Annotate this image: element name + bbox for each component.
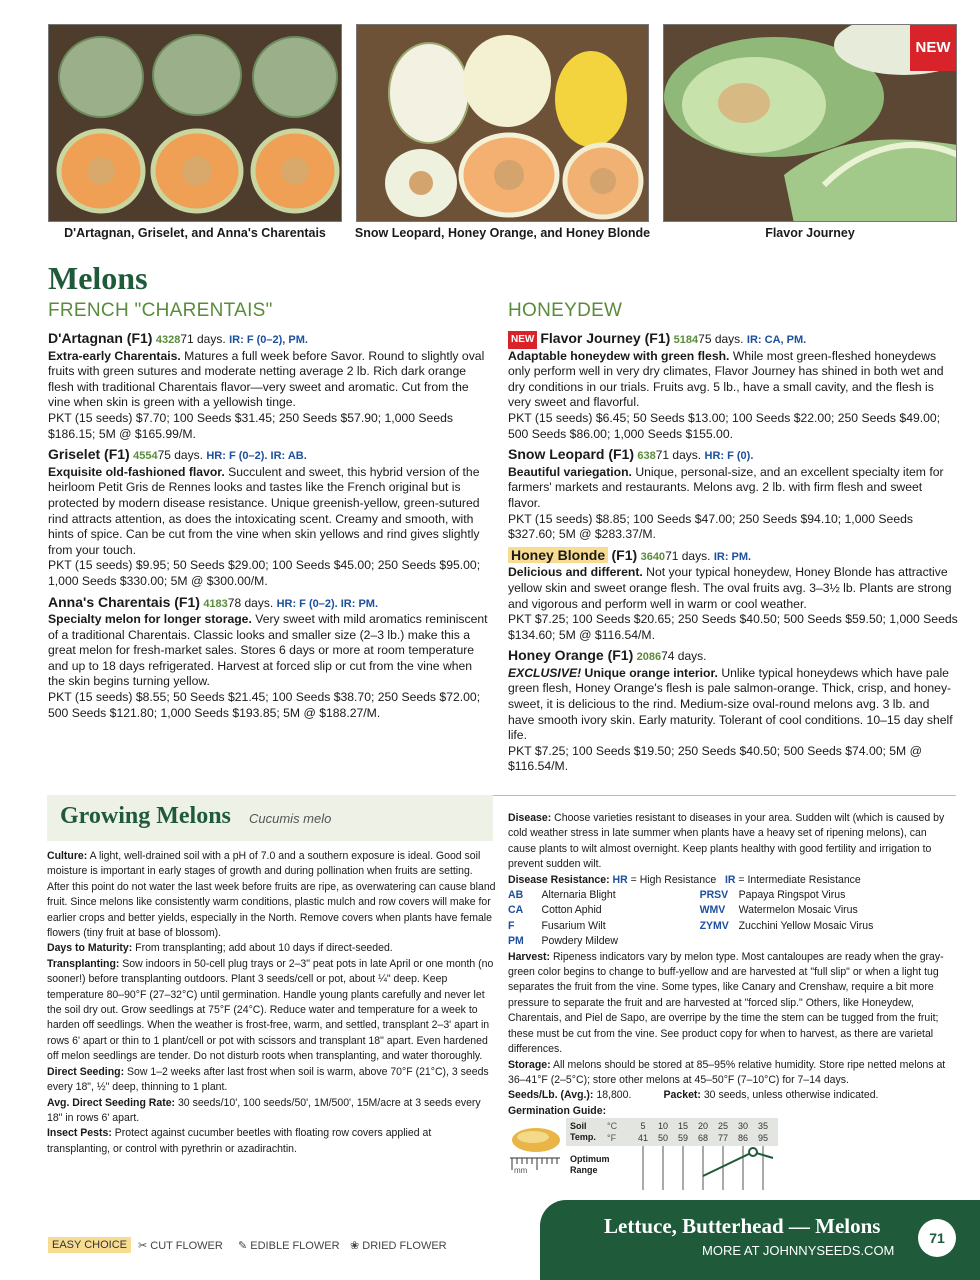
product-snow-leopard: Snow Leopard (F1) 63871 days. HR: F (0). Beautiful variegation. Unique, personal-size, and an excellent specialty item for farmers' markets and restaurants. Melons avg. 2 lb. with firm flesh and sweet flavor. PKT (15 seeds) $8.85; 100 Seeds $47.00; 250 Seeds $94.10; 1,000 Seeds $327.60; 5M @ $283.37/M. <box>508 446 944 542</box>
optimum-range-label: Optimum Range <box>570 1154 610 1175</box>
culture-paragraph: Culture: A light, well-drained soil with a pH of 7.0 and a southern exposure is ideal. Good soil moisture is important in early stages of growth and during pollination when fruits are setting. After this point do not water the last week before fruits are ripe, as overwatering can cause bland fruit. Since melons like consistently warm conditions, plastic mulch and row covers will make for earlier crops and better yields, especially in the North. Remove covers when plants have female flowers (tiny fruit at base of blossom). <box>47 850 496 940</box>
price: PKT $7.25; 100 Seeds $19.50; 250 Seeds $40.50; 500 Seeds $74.00; 5M @ $116.54/M. <box>508 743 922 774</box>
days-paragraph: Days to Maturity: From transplanting; add about 10 days if direct-seeded. <box>47 942 393 955</box>
french-heading: FRENCH "CHARENTAIS" <box>48 300 273 321</box>
price: PKT (15 seeds) $9.95; 50 Seeds $29.00; 100 Seeds $45.00; 250 Seeds $95.00; 1,000 Seeds $330.00; 5M @ $300.00/M. <box>48 558 481 588</box>
product-honey-orange: Honey Orange (F1) 208674 days. EXCLUSIVE! Unique orange interior. Unlike typical honeydews which have pale green flesh, Honey Orange's flesh is pale salmon-orange. Thick, crisp, and honey-sweet, it is delicious to the rind. Medium-size oval-round melons avg. 3 lb. and have smooth ivory skin. Early maturity. Tolerant of cool conditions. 10–15 day shelf life. PKT $7.25; 100 Seeds $19.50; 250 Seeds $40.50; 500 Seeds $74.00; 5M @ $116.54/M. <box>508 647 953 774</box>
edible-flower-icon: ✎ <box>238 1240 248 1252</box>
footer-banner <box>540 1200 980 1280</box>
divider <box>493 795 956 796</box>
growing-left-column <box>47 849 497 1157</box>
honeydew-heading: HONEYDEW <box>508 300 623 321</box>
seeds-packet-line: Seeds/Lb. (Avg.): 18,800. Packet: 30 seeds, unless otherwise indicated. <box>508 1089 879 1102</box>
caption-flavor-journey: Flavor Journey <box>765 226 855 240</box>
footer-title: Lettuce, Butterhead — Melons <box>604 1214 881 1238</box>
legend-dried-flower: ❀ DRIED FLOWER <box>350 1240 447 1252</box>
dried-flower-icon: ❀ <box>350 1240 360 1252</box>
unit-celsius: °C <box>607 1121 618 1131</box>
growing-right-column <box>508 811 954 1119</box>
germination-guide <box>510 1118 778 1194</box>
price: PKT (15 seeds) $6.45; 50 Seeds $13.00; 100 Seeds $22.00; 250 Seeds $49.00; 500 Seeds $86.00; 1,000 Seeds $155.00. <box>508 410 941 441</box>
french-column <box>48 331 488 726</box>
photo-flavor-journey <box>663 24 957 222</box>
page-title: Melons <box>48 260 148 296</box>
scissors-icon: ✂ <box>138 1240 148 1252</box>
disease-paragraph: Disease: Choose varieties resistant to diseases in your area. Sudden wilt (which is caused by cold weather stress in late summer when plants have a heavy set of ripening melons), can cause plants to wilt almost overnight. Keep plants healthy with good fertility and irrigation to prevent sudden wilt. <box>508 812 945 871</box>
celsius-row: 5 10 15 20 25 30 35 <box>640 1121 768 1131</box>
insect-pests-paragraph: Insect Pests: Protect against cucumber beetles with floating row covers applied at transplanting, or control with pyrethrin or azadirachtin. <box>47 1127 432 1155</box>
price: PKT $7.25; 100 Seeds $20.65; 250 Seeds $40.50; 500 Seeds $59.50; 1,000 Seeds $134.60; 5M @ $116.54/M. <box>508 612 958 642</box>
photo-charentais <box>48 24 342 222</box>
growing-title: Growing Melons <box>60 803 231 829</box>
caption-honeydews: Snow Leopard, Honey Orange, and Honey Blonde <box>354 226 651 240</box>
page-number: 71 <box>918 1219 956 1257</box>
fahrenheit-row: 41 50 59 68 77 86 95 <box>637 1133 768 1143</box>
easy-choice-badge: EASY CHOICE <box>48 1237 131 1253</box>
unit-fahrenheit: °F <box>607 1133 617 1143</box>
harvest-paragraph: Harvest: Ripeness indicators vary by melon type. Most cantaloupes are ready when the gray-green color begins to change to buff-yellow and are harvested at "full slip" or when a light tug separates the fruit from the vine. Some types, like Canary and Crenshaw, require a bit more pressure to separate the fruit and are harvested at "forced slip." Others, like Honeydew, Charentais, and Piel de Sapo, are overripe by the time the stem can be tugged from the fruit; these must be cut from the vine. See product copy for when to harvest, as there are varietal differences. <box>508 950 944 1056</box>
footer-website-link[interactable]: MORE AT JOHNNYSEEDS.COM <box>702 1243 895 1258</box>
charentais-melons-image <box>49 25 342 222</box>
growing-scientific-name: Cucumis melo <box>249 811 332 826</box>
product-annas-charentais: Anna's Charentais (F1) 418378 days. HR: F (0–2). IR: PM. Specialty melon for longer storage. Very sweet with mild aromatics reminiscent of a traditional Charentais. Classic looks and smaller size (2–3 lb.) make this a great melon for fresh-market sales. Stores 6 days or more at room temperature and up to 18 days refrigerated. Harvest at forced slip or cut from the vine when the skin begins turning yellow. PKT (15 seeds) $8.55; 50 Seeds $21.45; 100 Seeds $38.70; 250 Seeds $72.00; 500 Seeds $121.80; 1,000 Seeds $193.85; 5M @ $188.27/M. <box>48 593 488 720</box>
new-tag: NEW <box>910 25 956 71</box>
honeydew-melons-image <box>357 25 649 222</box>
transplanting-paragraph: Transplanting: Sow indoors in 50-cell plug trays or 2–3" peat pots in late April or one month (no sooner!) before transplanting outdoors. Plant 3 seeds/cell or pot, about ¼" deep. Keep temperature 80–90°F (27–32°C) until germination. Handle young plants carefully and never let the soil dry out. Grow seedlings at 75°F (24°C). Reduce water and temperature for a week to harden off seedlings. When the weather is frost-free, warm, and settled, transplant 2–3' apart in rows 6' apart or thin to 1 plant/cell or pot with scissors and transplant 18" apart. Even hardened off melon seedlings are tender. Do not disturb roots when transplanting, and water thoroughly. <box>47 957 494 1063</box>
storage-paragraph: Storage: All melons should be stored at 85–95% relative humidity. Store ripe netted melons at 36–41°F (2–5°C); store other melons at 45–50°F (7–10°C) for 7–14 days. <box>508 1058 946 1086</box>
photo-honeydews <box>356 24 649 222</box>
price: PKT (15 seeds) $8.85; 100 Seeds $47.00; 250 Seeds $94.10; 1,000 Seeds $327.60; 5M @ $283.37/M. <box>508 511 913 542</box>
product-griselet: Griselet (F1) 455475 days. HR: F (0–2). IR: AB. Exquisite old-fashioned flavor. Succulent and sweet, this hybrid version of the heirloom Petit Gris de Rennes looks and tastes like the French original but is protected by modern disease resistance. Unique greenish-yellow, green-sutured rind attracts attention, as does the intoxicating scent. Creamy and smooth, with hints of spice. Can be cut from the vine when skin yellows and rind gives slightly from your touch. PKT (15 seeds) $9.95; 50 Seeds $29.00; 100 Seeds $45.00; 250 Seeds $95.00; 1,000 Seeds $330.00; 5M @ $300.00/M. <box>48 446 481 588</box>
legend-cut-flower: ✂ CUT FLOWER <box>138 1240 223 1252</box>
legend-edible-flower: ✎ EDIBLE FLOWER <box>238 1240 340 1252</box>
seeding-rate-paragraph: Avg. Direct Seeding Rate: 30 seeds/10', 100 seeds/50', 1M/500', 15M/acre at 3 seeds every 18" in rows 6' apart. <box>47 1096 481 1124</box>
price: PKT (15 seeds) $8.55; 50 Seeds $21.45; 100 Seeds $38.70; 250 Seeds $72.00; 500 Seeds $121.80; 1,000 Seeds $193.85; 5M @ $188.27/M. <box>48 690 481 720</box>
product-honey-blonde: Honey Blonde (F1) 364071 days. IR: PM. Delicious and different. Not your typical honeydew, Honey Blonde has attractive yellow skin and sweet orange flesh. The oval fruits avg. 3–3½ lb. Plants are strong and vigorous and perform well in warm or cool weather. PKT $7.25; 100 Seeds $20.65; 250 Seeds $40.50; 500 Seeds $59.50; 1,000 Seeds $134.60; 5M @ $116.54/M. <box>508 546 958 642</box>
new-badge: NEW <box>508 331 537 349</box>
soil-temp-label: Soil Temp. <box>570 1121 596 1142</box>
germination-label: Germination Guide: <box>508 1104 607 1117</box>
caption-charentais: D'Artagnan, Griselet, and Anna's Charentais <box>64 226 326 240</box>
honeydew-column <box>508 331 958 780</box>
direct-seeding-paragraph: Direct Seeding: Sow 1–2 weeks after last frost when soil is warm, above 70°F (21°C), 3 seeds every 18", ½" deep, thinning to 1 plant. <box>47 1065 489 1094</box>
product-flavor-journey: NEW Flavor Journey (F1) 518475 days. IR: CA, PM. Adaptable honeydew with green flesh. While most green-fleshed honeydews only perform well in very dry climates, Flavor Journey has shined in both wet and dry conditions in our trials. Fruits avg. 5 lb., have a small cavity, and the flesh is very sweet and flavorful. PKT (15 seeds) $6.45; 50 Seeds $13.00; 100 Seeds $22.00; 250 Seeds $49.00; 500 Seeds $86.00; 1,000 Seeds $155.00. <box>508 330 944 441</box>
resistance-legend: Disease Resistance: HR = High Resistance IR = Intermediate Resistance <box>508 873 861 886</box>
price: PKT (15 seeds) $7.70; 100 Seeds $31.45; 250 Seeds $57.90; 1,000 Seeds $186.15; 5M @ $165.99/M. <box>48 410 453 441</box>
disease-codes: AB Alternaria Blight PRSV Papaya Ringspot Virus CA Cotton Aphid WMV Watermelon Mosaic Virus F Fusarium Wilt ZYMV Zucchini Yellow Mosaic Virus PM Powdery Mildew <box>508 889 874 948</box>
product-dartagnan: D'Artagnan (F1) 432871 days. IR: F (0–2), PM. Extra-early Charentais. Matures a full week before Savor. Round to slightly oval fruits with green sutures and moderate netting average 2 lb. Rich dark orange flesh with traditional Charentais flavor—very sweet and aromatic. Cut from the vine when skin is green with a yellowish tinge. PKT (15 seeds) $7.70; 100 Seeds $31.45; 250 Seeds $57.90; 1,000 Seeds $186.15; 5M @ $165.99/M. <box>48 330 485 441</box>
mm-label: mm <box>514 1166 528 1175</box>
